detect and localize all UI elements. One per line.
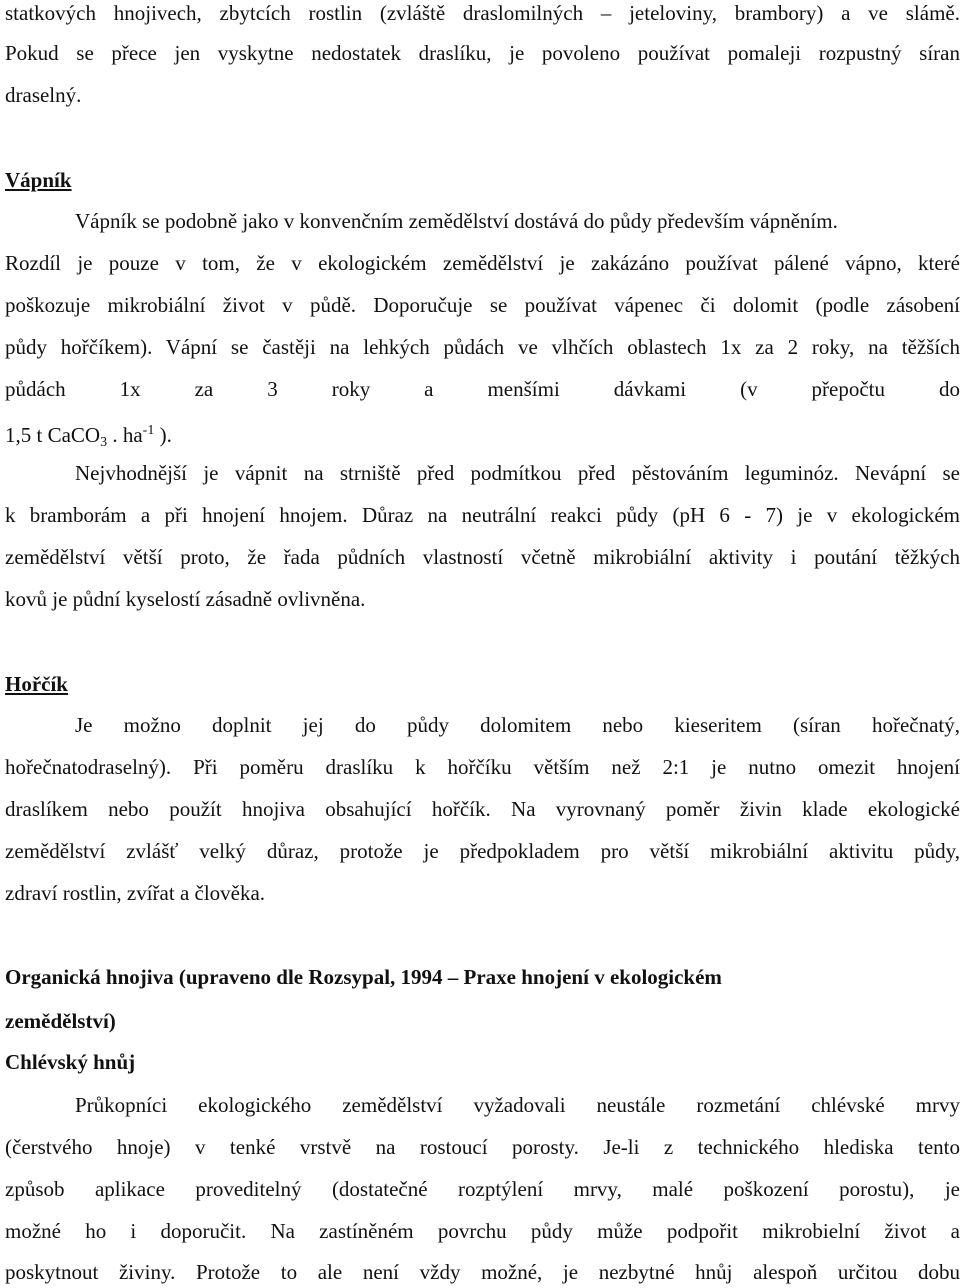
text-line: zdraví rostlin, zvířat a člověka. — [5, 881, 266, 905]
text-line: k bramborám a při hnojení hnojem. Důraz na neutrální reakci půdy (pH 6 - 7) je v ekologickém — [5, 503, 960, 527]
text-line: hořečnatodraselný). Při poměru draslíku k hořčíku větším než 2:1 je nutno omezit hnojení — [5, 755, 960, 779]
text-line: Je možno doplnit jej do půdy dolomitem nebo kieseritem (síran hořečnatý, — [75, 713, 960, 737]
section-title-organicka-hnojiva: Organická hnojiva (upraveno dle Rozsypal, 1994 – Praxe hnojení v ekologickém — [5, 965, 722, 989]
formula-part: 1,5 t CaCO — [5, 423, 101, 447]
text-line: (čerstvého hnoje) v tenké vrstvě na rostoucí porosty. Je-li z technického hlediska tento — [5, 1135, 960, 1159]
formula-subscript: 3 — [100, 435, 108, 450]
text-line: poskytnout živiny. Protože to ale není vždy možné, je nezbytné hnůj alespoň určitou dobu — [5, 1260, 960, 1284]
section-heading-vapnik: Vápník — [5, 168, 72, 192]
formula-part: ). — [154, 423, 172, 447]
text-line: půdy hořčíkem). Vápní se častěji na lehkých půdách ve vlhčích oblastech 1x za 2 roky, na těžších — [5, 335, 960, 359]
text-line: zemědělství větší proto, že řada půdních vlastností včetně mikrobiální aktivity i poutání těžkých — [5, 545, 960, 569]
section-heading-horcik: Hořčík — [5, 672, 68, 696]
subsection-heading-chlevsky-hnuj: Chlévský hnůj — [5, 1050, 136, 1074]
text-line: draselný. — [5, 83, 82, 107]
formula-part: . ha — [107, 423, 143, 447]
text-line: poškozuje mikrobiální život v půdě. Doporučuje se používat vápenec či dolomit (podle zásobení — [5, 293, 960, 317]
section-title-organicka-hnojiva-cont: zemědělství) — [5, 1009, 116, 1033]
text-line: Průkopníci ekologického zemědělství vyžadovali neustále rozmetání chlévské mrvy — [75, 1093, 960, 1117]
text-line: Nejvhodnější je vápnit na strniště před podmítkou před pěstováním leguminóz. Nevápní se — [75, 461, 960, 485]
text-line: Rozdíl je pouze v tom, že v ekologickém zemědělství je zakázáno používat pálené vápno, které — [5, 251, 960, 275]
text-line: statkových hnojivech, zbytcích rostlin (zvláště draslomilných – jeteloviny, brambory) a ve slámě. — [5, 1, 960, 25]
text-line-formula — [5, 418, 960, 450]
text-line: zemědělství zvlášť velký důraz, protože je předpokladem pro větší mikrobiální aktivitu půdy, — [5, 839, 960, 863]
text-line: Vápník se podobně jako v konvenčním zemědělství dostává do půdy především vápněním. — [75, 209, 838, 233]
text-line: způsob aplikace proveditelný (dostatečné rozptýlení mrvy, malé poškození porostu), je — [5, 1177, 960, 1201]
text-line: kovů je půdní kyselostí zásadně ovlivněna. — [5, 587, 366, 611]
text-line: draslíkem nebo použít hnojiva obsahující hořčík. Na vyrovnaný poměr živin klade ekologické — [5, 797, 960, 821]
text-line: půdách 1x za 3 roky a menšími dávkami (v přepočtu do — [5, 377, 960, 401]
formula-superscript: -1 — [142, 423, 155, 438]
text-line: možné ho i doporučit. Na zastíněném povrchu půdy může podpořit mikrobielní život a — [5, 1219, 960, 1243]
text-line: Pokud se přece jen vyskytne nedostatek draslíku, je povoleno používat pomaleji rozpustný síran — [5, 41, 960, 65]
